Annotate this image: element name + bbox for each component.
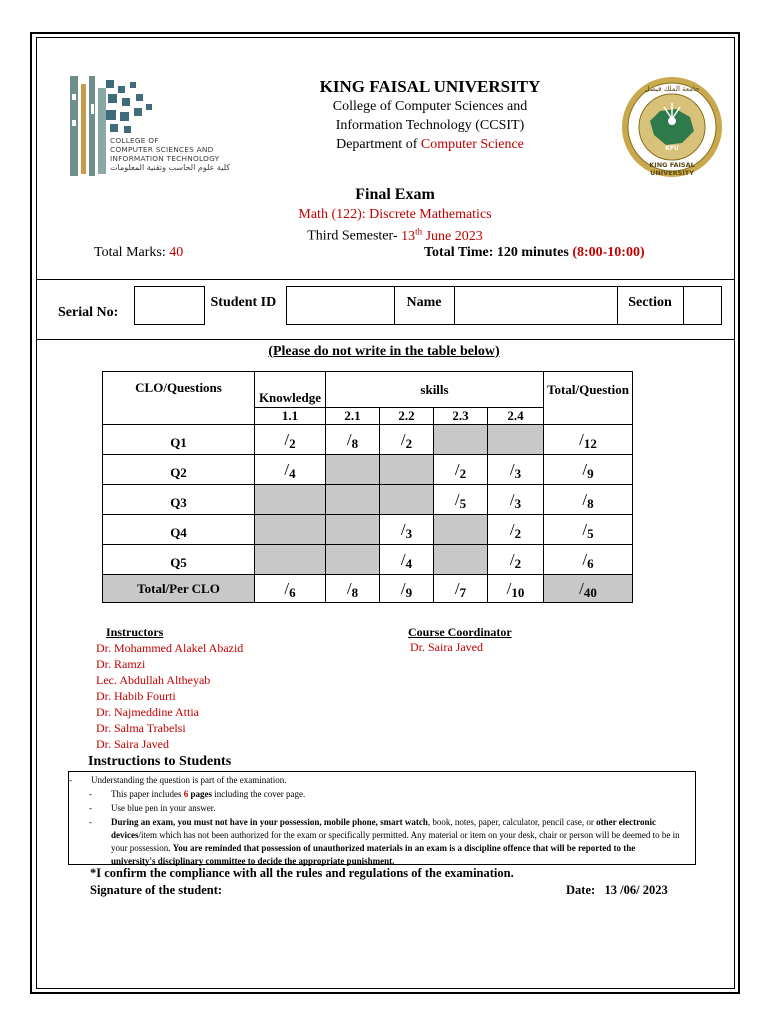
- clo-2-3: 2.3: [434, 408, 488, 425]
- mark-cell: [326, 545, 380, 575]
- student-info-table: [50, 286, 722, 325]
- question-total-cell-value: /5: [582, 519, 594, 541]
- university-name: KING FAISAL UNIVERSITY: [319, 77, 541, 96]
- clo-total-cell-value: /8: [346, 578, 359, 600]
- serial-input[interactable]: [134, 287, 204, 325]
- grand-total-cell: [544, 575, 633, 603]
- ccsit-logo-icon: [68, 74, 108, 178]
- clo-total-cell: [380, 575, 434, 603]
- mark-cell: [326, 455, 380, 485]
- student-id-label-cell: [204, 287, 286, 325]
- department-name: Computer Science: [420, 137, 524, 152]
- question-total-cell-value: /12: [579, 429, 597, 451]
- mark-cell: [255, 455, 326, 485]
- college-line-2: Information Technology (CCSIT): [335, 118, 525, 133]
- head-total: Total/Question: [544, 372, 633, 408]
- mark-cell-value: /4: [400, 549, 413, 571]
- mark-cell-value: /2: [509, 549, 522, 571]
- course-name: Math (122): Discrete Mathematics: [298, 207, 492, 222]
- total-marks: Total Marks: 40: [94, 245, 184, 260]
- instructor-name: Dr. Saira Javed: [96, 737, 169, 751]
- question-total-cell-value: /8: [582, 489, 594, 511]
- mark-cell: [434, 425, 488, 455]
- mark-cell: [434, 455, 488, 485]
- mark-cell: [434, 515, 488, 545]
- header-divider: [37, 279, 734, 280]
- mark-cell: [488, 425, 544, 455]
- question-label: Q5: [103, 545, 255, 575]
- table-note: (Please do not write in the table below): [268, 344, 500, 359]
- name-label-cell: [394, 287, 454, 325]
- mark-cell-value: /8: [346, 429, 359, 451]
- college-line-1: College of Computer Sciences and: [332, 99, 528, 114]
- mark-cell: [255, 485, 326, 515]
- seal-arabic-text: جامعة الملك فيصل: [644, 85, 700, 93]
- mark-cell: [255, 425, 326, 455]
- section-label: Section: [628, 295, 672, 310]
- tech-grid-icon: [106, 80, 168, 138]
- logo-college-text: COLLEGE OF COMPUTER SCIENCES AND INFORMATION TECHNOLOGY كلية علوم الحاسب وتقنية المعلومات: [110, 136, 231, 172]
- instructions-heading: Instructions to Students: [88, 754, 232, 769]
- clo-total-cell-value: /10: [506, 578, 525, 600]
- head-skills: skills: [326, 372, 544, 408]
- clo-total-blank: [544, 408, 633, 425]
- serial-label: Serial No:: [58, 304, 119, 320]
- coordinator-name: Dr. Saira Javed: [410, 640, 483, 654]
- clo-total-cell: [434, 575, 488, 603]
- grand-total-cell-value: /40: [579, 578, 597, 600]
- instructions-box: [68, 771, 696, 865]
- table-row: [103, 425, 633, 455]
- question-label: Q1: [103, 425, 255, 455]
- mark-cell: [488, 545, 544, 575]
- mark-cell: [488, 515, 544, 545]
- mark-cell: [434, 485, 488, 515]
- mark-cell-value: /2: [509, 519, 522, 541]
- name-label: Name: [406, 295, 442, 310]
- section-input[interactable]: [683, 287, 721, 325]
- coordinator-heading: Course Coordinator: [408, 625, 512, 639]
- instructor-name: Dr. Habib Fourti: [96, 689, 176, 703]
- name-input[interactable]: [454, 287, 617, 325]
- department: [230, 137, 630, 153]
- question-total-cell: [544, 485, 633, 515]
- mark-cell: [488, 485, 544, 515]
- section-label-cell: [617, 287, 683, 325]
- clo-1-1: 1.1: [255, 408, 326, 425]
- instructor-name: Dr. Ramzi: [96, 657, 146, 671]
- instructor-list: [96, 640, 243, 752]
- student-id-label: Student ID: [210, 294, 277, 310]
- seal-english-text: KING FAISAL UNIVERSITY: [649, 161, 695, 177]
- mark-cell-value: /5: [454, 489, 467, 511]
- mark-cell-value: /2: [400, 429, 413, 451]
- signature-label: Signature of the student:: [90, 883, 223, 897]
- compliance-statement: *I confirm the compliance with all the rules and regulations of the examination.: [90, 866, 514, 880]
- mark-cell: [380, 545, 434, 575]
- question-total-cell: [544, 455, 633, 485]
- exam-date: 13th June 2023: [401, 226, 483, 244]
- question-total-cell: [544, 425, 633, 455]
- head-clo: CLO/Questions: [103, 372, 255, 425]
- clo-2-1: 2.1: [326, 408, 380, 425]
- table-row: [103, 545, 633, 575]
- question-label: Q3: [103, 485, 255, 515]
- mark-cell-value: /3: [400, 519, 413, 541]
- instruction-item-4: - During an exam, you must not have in your possession, mobile phone, smart watch, book, notes, paper, calculator, pencil case, or other electronic devices/item which has not been authorized for the exam or specifically permitted. Any material or item on your desk, chair or person will be deemed to be in your possession. You are reminded that possession of unauthorized materials in an exam is a discipline offence that will be reported to the university's disciplinary committee to decide the appropriate punishment.: [89, 817, 680, 866]
- clo-2-4: 2.4: [488, 408, 544, 425]
- seal-center-text: KFU: [665, 145, 679, 152]
- total-per-clo-label: Total/Per CLO: [103, 575, 255, 603]
- clo-2-2: 2.2: [380, 408, 434, 425]
- instruction-item-3: - Use blue pen in your answer.: [89, 803, 216, 813]
- student-id-input[interactable]: [286, 287, 394, 325]
- total-per-clo-row: [103, 575, 633, 603]
- question-total-cell-value: /6: [582, 549, 594, 571]
- instructor-name: Dr. Salma Trabelsi: [96, 721, 186, 735]
- mark-cell-value: /2: [454, 459, 467, 481]
- head-knowledge: Knowledge: [255, 372, 326, 408]
- kfu-seal: [620, 75, 724, 179]
- mark-cell: [255, 545, 326, 575]
- mark-cell: [326, 515, 380, 545]
- marks-table: [102, 371, 633, 603]
- clo-total-cell: [488, 575, 544, 603]
- mark-cell: [488, 455, 544, 485]
- mark-cell: [380, 455, 434, 485]
- clo-total-cell: [326, 575, 380, 603]
- student-row-divider: [37, 339, 734, 340]
- semester-prefix: Third Semester-: [307, 228, 402, 244]
- instruction-item-2: - This paper includes 6 pages including the cover page.: [89, 789, 306, 799]
- serial-label-cell: [50, 287, 134, 325]
- clo-total-cell-value: /9: [400, 578, 413, 600]
- mark-cell-value: /2: [284, 429, 296, 451]
- exam-title: Final Exam: [355, 186, 435, 203]
- question-total-cell: [544, 545, 633, 575]
- instructor-name: Dr. Mohammed Alakel Abazid: [96, 641, 244, 655]
- question-label: Q2: [103, 455, 255, 485]
- question-label: Q4: [103, 515, 255, 545]
- instructor-name: Lec. Abdullah Altheyab: [96, 673, 211, 687]
- question-total-cell-value: /9: [582, 459, 594, 481]
- mark-cell: [380, 425, 434, 455]
- mark-cell-value: /3: [509, 459, 522, 481]
- table-row: [103, 485, 633, 515]
- mark-cell-value: /4: [284, 459, 296, 481]
- marks-rows: [103, 425, 633, 603]
- instructor-name: Dr. Najmeddine Attia: [96, 705, 199, 719]
- total-time: Total Time: 120 minutes (8:00-10:00): [424, 245, 645, 260]
- signature-date: Date: 13 /06/ 2023: [566, 883, 668, 897]
- mark-cell: [326, 485, 380, 515]
- clo-total-cell: [255, 575, 326, 603]
- question-total-cell: [544, 515, 633, 545]
- mark-cell: [255, 515, 326, 545]
- ccsit-logo: [68, 74, 243, 180]
- instructors-heading: Instructors: [106, 625, 164, 639]
- semester-date: [230, 226, 560, 245]
- mark-cell: [434, 545, 488, 575]
- table-row: [103, 515, 633, 545]
- clo-total-cell-value: /6: [284, 578, 296, 600]
- mark-cell: [326, 425, 380, 455]
- mark-cell-value: /3: [509, 489, 522, 511]
- mark-cell: [380, 515, 434, 545]
- clo-total-cell-value: /7: [454, 578, 467, 600]
- department-prefix: Department of: [336, 137, 421, 152]
- instruction-item-1: - Understanding the question is part of the examination.: [69, 775, 287, 785]
- mark-cell: [380, 485, 434, 515]
- table-row: [103, 455, 633, 485]
